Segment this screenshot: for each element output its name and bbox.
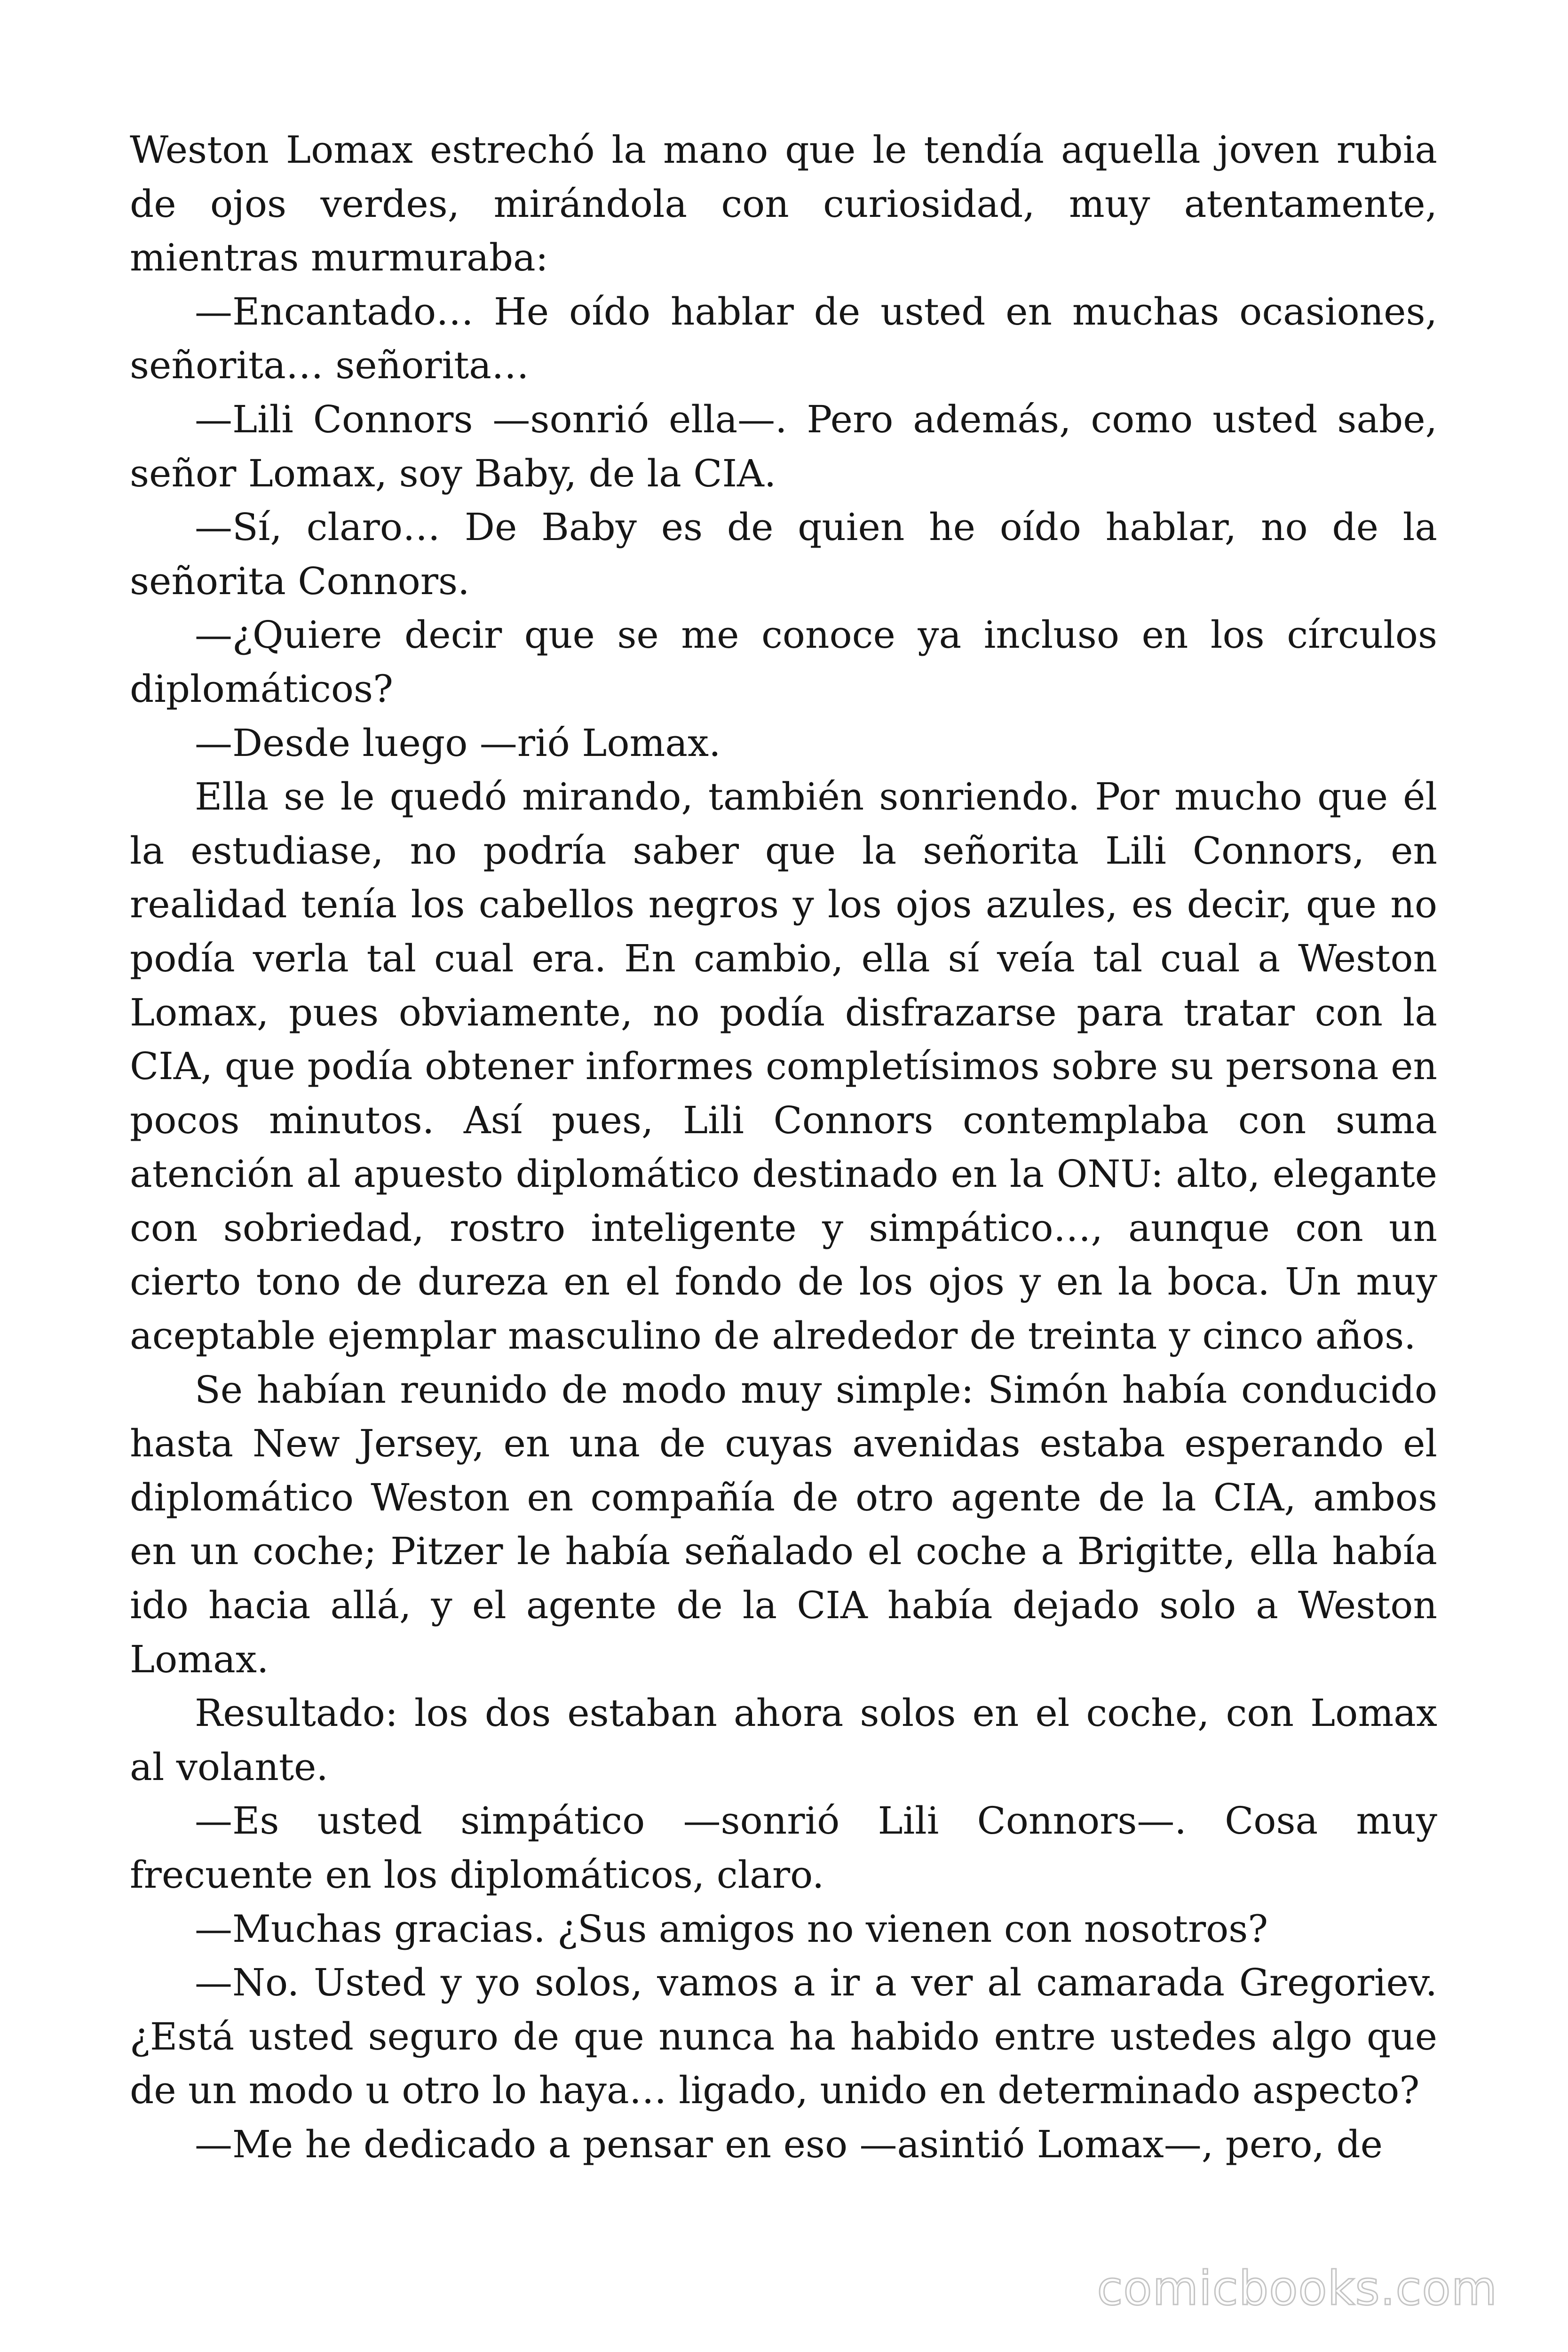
paragraph: —¿Quiere decir que se me conoce ya incluso en los círculos diplomáticos? [130, 613, 1437, 711]
paragraph: Ella se le quedó mirando, también sonriendo. Por mucho que él la estudiase, no podría saber que la señorita Lili Connors, en realidad tenía los cabellos negros y los ojos azules, es decir, que no podía verla tal cual era. En cambio, ella sí veía tal cual a Weston Lomax, pues obviamente, no podía disfrazarse para tratar con la CIA, que podía obtener informes completísimos sobre su persona en pocos minutos. Así pues, Lili Connors contemplaba con suma atención al apuesto diplomático destinado en la ONU: alto, elegante con sobriedad, rostro inteligente y simpático…, aunque con un cierto tono de dureza en el fondo de los ojos y en la boca. Un muy aceptable ejemplar masculino de alrededor de treinta y cinco años. [130, 775, 1437, 1358]
page-body [130, 123, 1437, 2172]
paragraph: —Lili Connors —sonrió ella—. Pero además, como usted sabe, señor Lomax, soy Baby, de la CIA. [130, 397, 1437, 495]
paragraph: —Encantado… He oído hablar de usted en muchas ocasiones, señorita… señorita… [130, 289, 1437, 388]
paragraph: Se habían reunido de modo muy simple: Simón había conducido hasta New Jersey, en una de cuyas avenidas estaba esperando el diplomático Weston en compañía de otro agente de la CIA, ambos en un coche; Pitzer le había señalado el coche a Brigitte, ella había ido hacia allá, y el agente de la CIA había dejado solo a Weston Lomax. [130, 1367, 1437, 1681]
paragraph: —Muchas gracias. ¿Sus amigos no vienen con nosotros? [195, 1907, 1268, 1951]
paragraph: —Desde luego —rió Lomax. [195, 721, 721, 765]
watermark: comicbooks.com [1097, 2261, 1497, 2316]
paragraph: —Me he dedicado a pensar en eso —asintió Lomax—, pero, de [195, 2122, 1383, 2166]
paragraph: —Sí, claro… De Baby es de quien he oído hablar, no de la señorita Connors. [130, 505, 1437, 603]
paragraph: —No. Usted y yo solos, vamos a ir a ver al camarada Gregoriev. ¿Está usted seguro de que nunca ha habido entre ustedes algo que de un modo u otro lo haya… ligado, unido en determinado aspecto? [130, 1961, 1437, 2113]
paragraph: Weston Lomax estrechó la mano que le tendía aquella joven rubia de ojos verdes, mirándola con curiosidad, muy atentamente, mientras murmuraba: [130, 128, 1437, 280]
paragraph: Resultado: los dos estaban ahora solos en el coche, con Lomax al volante. [130, 1691, 1437, 1789]
paragraph: —Es usted simpático —sonrió Lili Connors—. Cosa muy frecuente en los diplomáticos, claro. [130, 1799, 1437, 1897]
